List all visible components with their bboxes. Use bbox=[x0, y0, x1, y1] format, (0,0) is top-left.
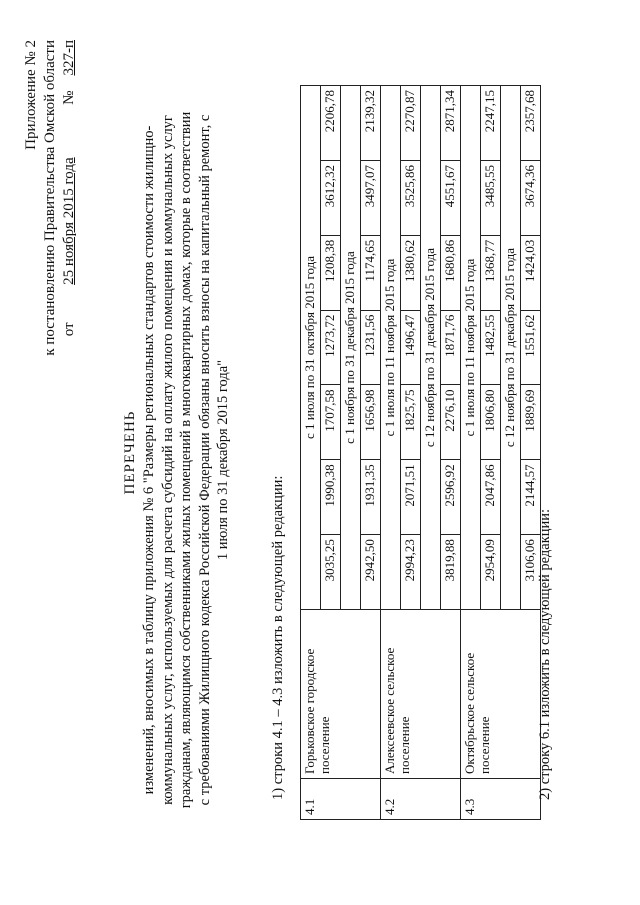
value-cell: 2047,86 bbox=[481, 460, 501, 535]
value-cell: 1208,38 bbox=[321, 235, 341, 310]
row-number: 4.2 bbox=[381, 779, 461, 820]
value-cell: 3485,55 bbox=[481, 160, 501, 235]
value-cell: 2139,32 bbox=[361, 86, 381, 161]
rates-table bbox=[300, 85, 541, 820]
value-cell: 1380,62 bbox=[401, 235, 421, 310]
row-name: Горьковское городское поселение bbox=[301, 610, 381, 779]
value-cell: 1825,75 bbox=[401, 385, 421, 460]
value-cell: 1931,35 bbox=[361, 460, 381, 535]
value-cell: 2247,15 bbox=[481, 86, 501, 161]
value-cell: 2871,34 bbox=[441, 86, 461, 161]
period-label: с 1 июля по 31 октября 2015 года bbox=[301, 86, 321, 610]
value-cell: 2954,09 bbox=[481, 535, 501, 610]
value-cell: 1496,47 bbox=[401, 310, 421, 385]
value-cell: 1551,62 bbox=[521, 310, 541, 385]
document-subtitle: изменений, вносимых в таблицу приложения № 6 "Размеры региональных стандартов стоимости жилищно-коммунальных услуг, используемых для расчета субсидий на оплату жилого помещения и коммунальных услуг гражданам, являющимся собственниками жилых помещений в многоквартирных домах, которые в соответствии с требованиями Жилищного кодекса Российской Федерации обязаны вносить взносы на капитальный ремонт, с 1 июля по 31 декабря 2015 года" bbox=[141, 111, 231, 809]
table-row bbox=[381, 86, 401, 820]
annex-block bbox=[22, 40, 79, 356]
value-cell: 2596,92 bbox=[441, 460, 461, 535]
document-title: ПЕРЕЧЕНЬ bbox=[122, 410, 138, 495]
value-cell: 1680,86 bbox=[441, 235, 461, 310]
annex-from-label: от bbox=[61, 322, 77, 337]
value-cell: 1231,56 bbox=[361, 310, 381, 385]
value-cell: 2071,51 bbox=[401, 460, 421, 535]
value-cell: 3674,36 bbox=[521, 160, 541, 235]
row-number: 4.3 bbox=[461, 779, 541, 820]
value-cell: 1871,76 bbox=[441, 310, 461, 385]
value-cell: 1482,55 bbox=[481, 310, 501, 385]
annex-line2: к постановлению Правительства Омской области bbox=[42, 40, 58, 356]
table-row bbox=[461, 86, 481, 820]
value-cell: 1273,72 bbox=[321, 310, 341, 385]
table-row bbox=[301, 86, 321, 820]
paragraph-1: 1) строки 4.1 – 4.3 изложить в следующей редакции: bbox=[270, 475, 286, 800]
value-cell: 2206,78 bbox=[321, 86, 341, 161]
value-cell: 1424,03 bbox=[521, 235, 541, 310]
value-cell: 1990,38 bbox=[321, 460, 341, 535]
period-label: с 12 ноября по 31 декабря 2015 года bbox=[501, 86, 521, 610]
value-cell: 1368,77 bbox=[481, 235, 501, 310]
value-cell: 2144,57 bbox=[521, 460, 541, 535]
value-cell: 1707,58 bbox=[321, 385, 341, 460]
value-cell: 2994,23 bbox=[401, 535, 421, 610]
value-cell: 1889,69 bbox=[521, 385, 541, 460]
period-label: с 1 июля по 11 ноября 2015 года bbox=[461, 86, 481, 610]
annex-date-line bbox=[60, 40, 79, 356]
value-cell: 3612,32 bbox=[321, 160, 341, 235]
row-number: 4.1 bbox=[301, 779, 381, 820]
value-cell: 3819,88 bbox=[441, 535, 461, 610]
period-label: с 1 ноября по 31 декабря 2015 года bbox=[341, 86, 361, 610]
value-cell: 1806,80 bbox=[481, 385, 501, 460]
annex-date: 25 ноября 2015 года bbox=[61, 157, 77, 285]
value-cell: 2357,68 bbox=[521, 86, 541, 161]
value-cell: 2942,50 bbox=[361, 535, 381, 610]
annex-line1: Приложение № 2 bbox=[23, 40, 39, 150]
period-label: с 12 ноября по 31 декабря 2015 года bbox=[421, 86, 441, 610]
value-cell: 2270,87 bbox=[401, 86, 421, 161]
value-cell: 2276,10 bbox=[441, 385, 461, 460]
value-cell: 3525,86 bbox=[401, 160, 421, 235]
annex-number-label: № bbox=[61, 90, 77, 105]
value-cell: 1174,65 bbox=[361, 235, 381, 310]
value-cell: 3497,07 bbox=[361, 160, 381, 235]
row-name: Октябрьское сельское поселение bbox=[461, 610, 541, 779]
annex-number: 327-п bbox=[61, 40, 77, 76]
paragraph-2: 2) строку 6.1 изложить в следующей редакции: bbox=[537, 508, 553, 800]
row-name: Алексеевское сельское поселение bbox=[381, 610, 461, 779]
value-cell: 3106,06 bbox=[521, 535, 541, 610]
value-cell: 1656,98 bbox=[361, 385, 381, 460]
value-cell: 3035,25 bbox=[321, 535, 341, 610]
value-cell: 4551,67 bbox=[441, 160, 461, 235]
period-label: с 1 июля по 11 ноября 2015 года bbox=[381, 86, 401, 610]
